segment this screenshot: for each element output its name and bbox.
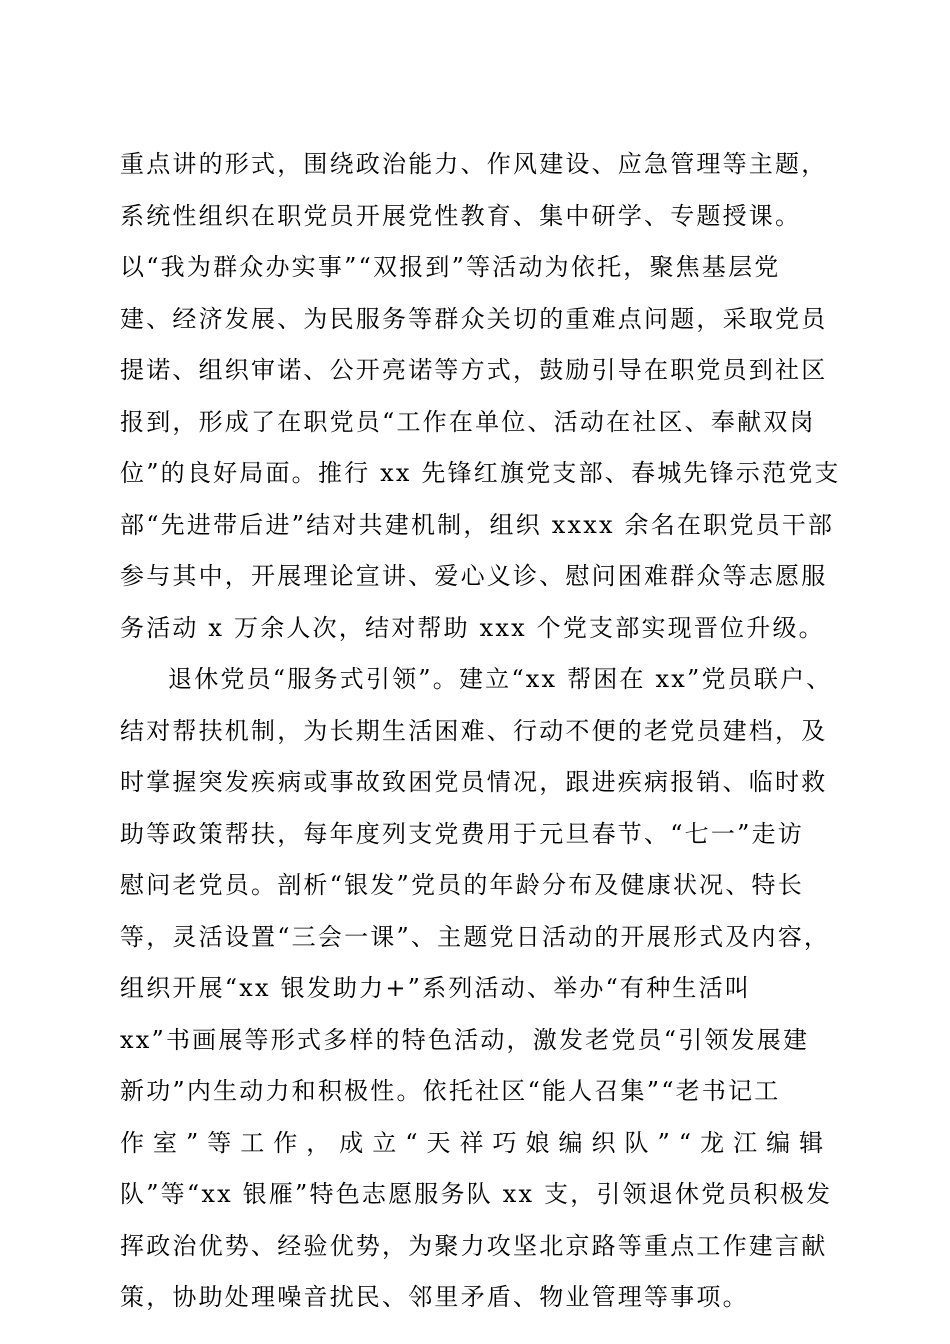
text-line: 挥政治优势、经验优势，为聚力攻坚北京路等重点工作建言献 xyxy=(120,1231,828,1260)
text-line: 位”的良好局面。推行 xx 先锋红旗党支部、春城先锋示范党支 xyxy=(120,459,841,487)
text-line: 新功”内生动力和积极性。依托社区“能人召集”“老书记工 xyxy=(120,1077,781,1105)
text-line: 组织开展“xx 银发助力+”系列活动、举办“有种生活叫 xyxy=(120,974,752,1002)
text-line: 提诺、组织审诺、公开亮诺等方式，鼓励引导在职党员到社区 xyxy=(120,356,828,384)
text-line: 作室”等工作，成立“天祥巧娘编织队”“龙江编辑 xyxy=(120,1128,833,1157)
text-line: 重点讲的形式，围绕政治能力、作风建设、应急管理等主题， xyxy=(120,150,828,178)
text-line: 报到，形成了在职党员“工作在单位、活动在社区、奉献双岗 xyxy=(120,407,816,436)
text-line: 时掌握突发疾病或事故致困党员情况，跟进疾病报销、临时救 xyxy=(120,768,828,796)
body-text xyxy=(120,146,840,1331)
paragraph-first-line: 退休党员“服务式引领”。建立“xx 帮困在 xx”党员联户、 xyxy=(168,665,833,693)
text-line: 务活动 x 万余人次，结对帮助 xxx 个党支部实现晋位升级。 xyxy=(120,613,825,642)
text-line: 等，灵活设置“三会一课”、主题党日活动的开展形式及内容， xyxy=(120,922,831,951)
text-line: 结对帮扶机制，为长期生活困难、行动不便的老党员建档，及 xyxy=(120,716,828,745)
text-line: 部“先进带后进”结对共建机制，组织 xxxx 余名在职党员干部 xyxy=(120,510,835,539)
text-line: 助等政策帮扶，每年度列支党费用于元旦春节、“七一”走访 xyxy=(120,819,804,848)
text-line: 系统性组织在职党员开展党性教育、集中研学、专题授课。 xyxy=(120,201,802,230)
text-line: 以“我为群众办实事”“双报到”等活动为依托，聚焦基层党 xyxy=(120,253,781,281)
text-line: 策，协助处理噪音扰民、邻里矛盾、物业管理等事项。 xyxy=(120,1283,749,1311)
text-line: xx”书画展等形式多样的特色活动，激发老党员“引领发展建 xyxy=(120,1025,810,1054)
text-line: 建、经济发展、为民服务等群众关切的重难点问题，采取党员 xyxy=(120,304,828,333)
text-line: 参与其中，开展理论宣讲、爱心义诊、慰问困难群众等志愿服 xyxy=(120,562,828,590)
text-line: 队”等“xx 银雁”特色志愿服务队 xx 支，引领退休党员积极发 xyxy=(120,1180,833,1208)
text-line: 慰问老党员。剖析“银发”党员的年龄分布及健康状况、特长 xyxy=(120,871,804,899)
